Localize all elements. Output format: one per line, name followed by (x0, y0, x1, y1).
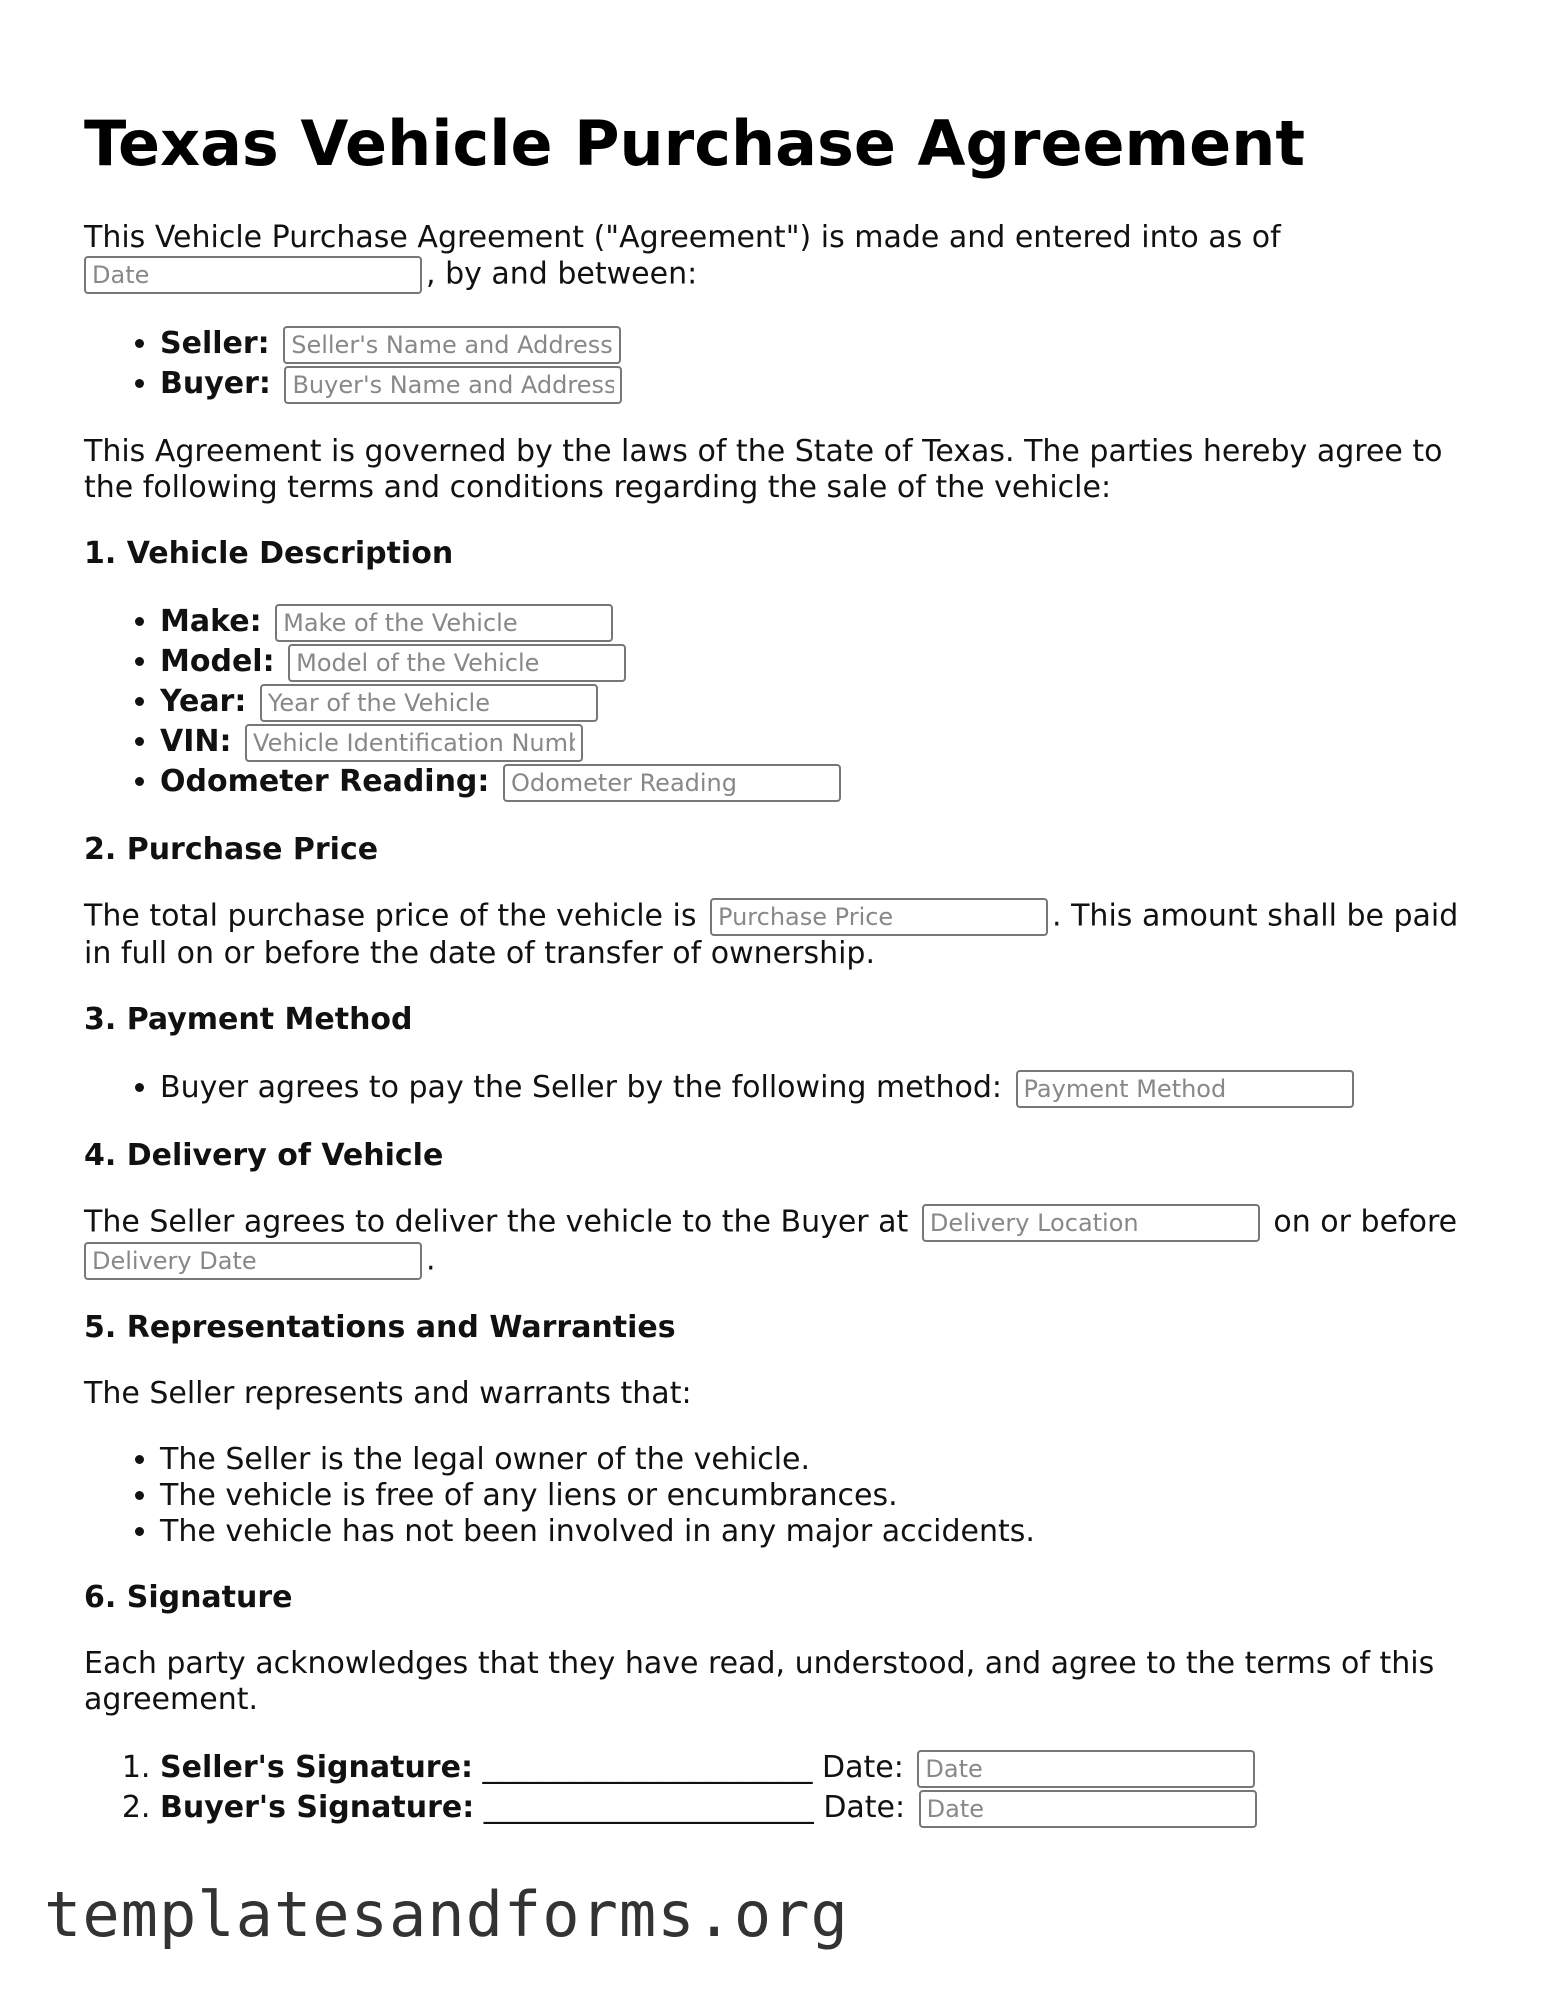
intro-after-text: , by and between: (426, 256, 698, 292)
delivery-date-field[interactable] (84, 1242, 422, 1280)
section-heading-vehicle-description: 1. Vehicle Description (84, 536, 454, 571)
list-item (160, 722, 1464, 762)
odometer-label: Odometer Reading: (160, 764, 490, 799)
delivery-middle-text: on or before (1273, 1204, 1458, 1240)
buyer-label: Buyer: (160, 366, 271, 401)
payment-method-text: Buyer agrees to pay the Seller by the following method: (160, 1070, 1002, 1105)
seller-label: Seller: (160, 326, 270, 361)
payment-method-list (84, 1068, 1464, 1108)
model-label: Model: (160, 644, 275, 679)
section-heading-signature: 6. Signature (84, 1580, 293, 1615)
seller-name-address-field[interactable] (283, 326, 621, 364)
list-item (160, 364, 1464, 404)
list-item: • The vehicle is free of any liens or encumbrances. (160, 1478, 1464, 1514)
page-title: Texas Vehicle Purchase Agreement (84, 107, 1305, 180)
make-field[interactable] (275, 604, 613, 642)
year-field[interactable] (260, 684, 598, 722)
intro-paragraph (84, 220, 1464, 294)
list-item (160, 642, 1464, 682)
buyer-name-address-field[interactable] (284, 366, 622, 404)
section-heading-payment-method: 3. Payment Method (84, 1002, 413, 1037)
seller-signature-line[interactable]: ______________________ (482, 1750, 813, 1785)
buyer-signature-line[interactable]: ______________________ (483, 1790, 814, 1825)
vin-label: VIN: (160, 724, 232, 759)
list-item (160, 1748, 1464, 1788)
list-item (160, 324, 1464, 364)
signature-paragraph: Each party acknowledges that they have read, understood, and agree to the terms of this agreement. (84, 1646, 1435, 1717)
governing-law-paragraph: This Agreement is governed by the laws of the State of Texas. The parties hereby agree to the following terms and conditions regarding the sale of the vehicle: (84, 434, 1443, 505)
section-heading-representations: 5. Representations and Warranties (84, 1310, 676, 1345)
buyer-date-label: Date: (823, 1790, 906, 1825)
delivery-paragraph (84, 1204, 1464, 1280)
document-page (84, 108, 1464, 1858)
purchase-price-after-text: . This amount shall be paid in full on or before the date of transfer of ownership. (84, 898, 1459, 971)
list-item (160, 682, 1464, 722)
list-item (160, 1068, 1464, 1108)
seller-signature-date-field[interactable] (917, 1750, 1255, 1788)
make-label: Make: (160, 604, 262, 639)
odometer-field[interactable] (503, 764, 841, 802)
list-item (160, 1788, 1464, 1828)
representations-intro: The Seller represents and warrants that: (84, 1376, 692, 1411)
delivery-text: The Seller agrees to deliver the vehicle to the Buyer at (84, 1204, 909, 1240)
section-heading-delivery: 4. Delivery of Vehicle (84, 1138, 444, 1173)
list-item (160, 602, 1464, 642)
list-item: • The Seller is the legal owner of the vehicle. (160, 1442, 1464, 1478)
purchase-price-paragraph (84, 898, 1464, 972)
delivery-location-field[interactable] (922, 1204, 1260, 1242)
list-item (160, 762, 1464, 802)
purchase-price-field[interactable] (710, 898, 1048, 936)
buyer-signature-label: Buyer's Signature: (160, 1790, 475, 1825)
watermark: templatesandforms.org (44, 1878, 849, 1951)
vehicle-description-list (84, 602, 1464, 802)
section-heading-purchase-price: 2. Purchase Price (84, 832, 379, 867)
intro-text: This Vehicle Purchase Agreement ("Agreement") is made and entered into as of (84, 220, 1281, 255)
purchase-price-text: The total purchase price of the vehicle is (84, 898, 697, 934)
seller-date-label: Date: (822, 1750, 904, 1785)
delivery-after-text: . (426, 1242, 436, 1278)
payment-method-field[interactable] (1016, 1070, 1354, 1108)
vin-field[interactable] (245, 724, 583, 762)
parties-list (84, 324, 1464, 404)
year-label: Year: (160, 684, 247, 719)
model-field[interactable] (288, 644, 626, 682)
signature-list (84, 1748, 1464, 1828)
agreement-date-field[interactable] (84, 256, 422, 294)
representations-list (84, 1442, 1464, 1550)
list-item: • The vehicle has not been involved in any major accidents. (160, 1514, 1464, 1550)
seller-signature-label: Seller's Signature: (160, 1750, 473, 1785)
buyer-signature-date-field[interactable] (919, 1790, 1257, 1828)
